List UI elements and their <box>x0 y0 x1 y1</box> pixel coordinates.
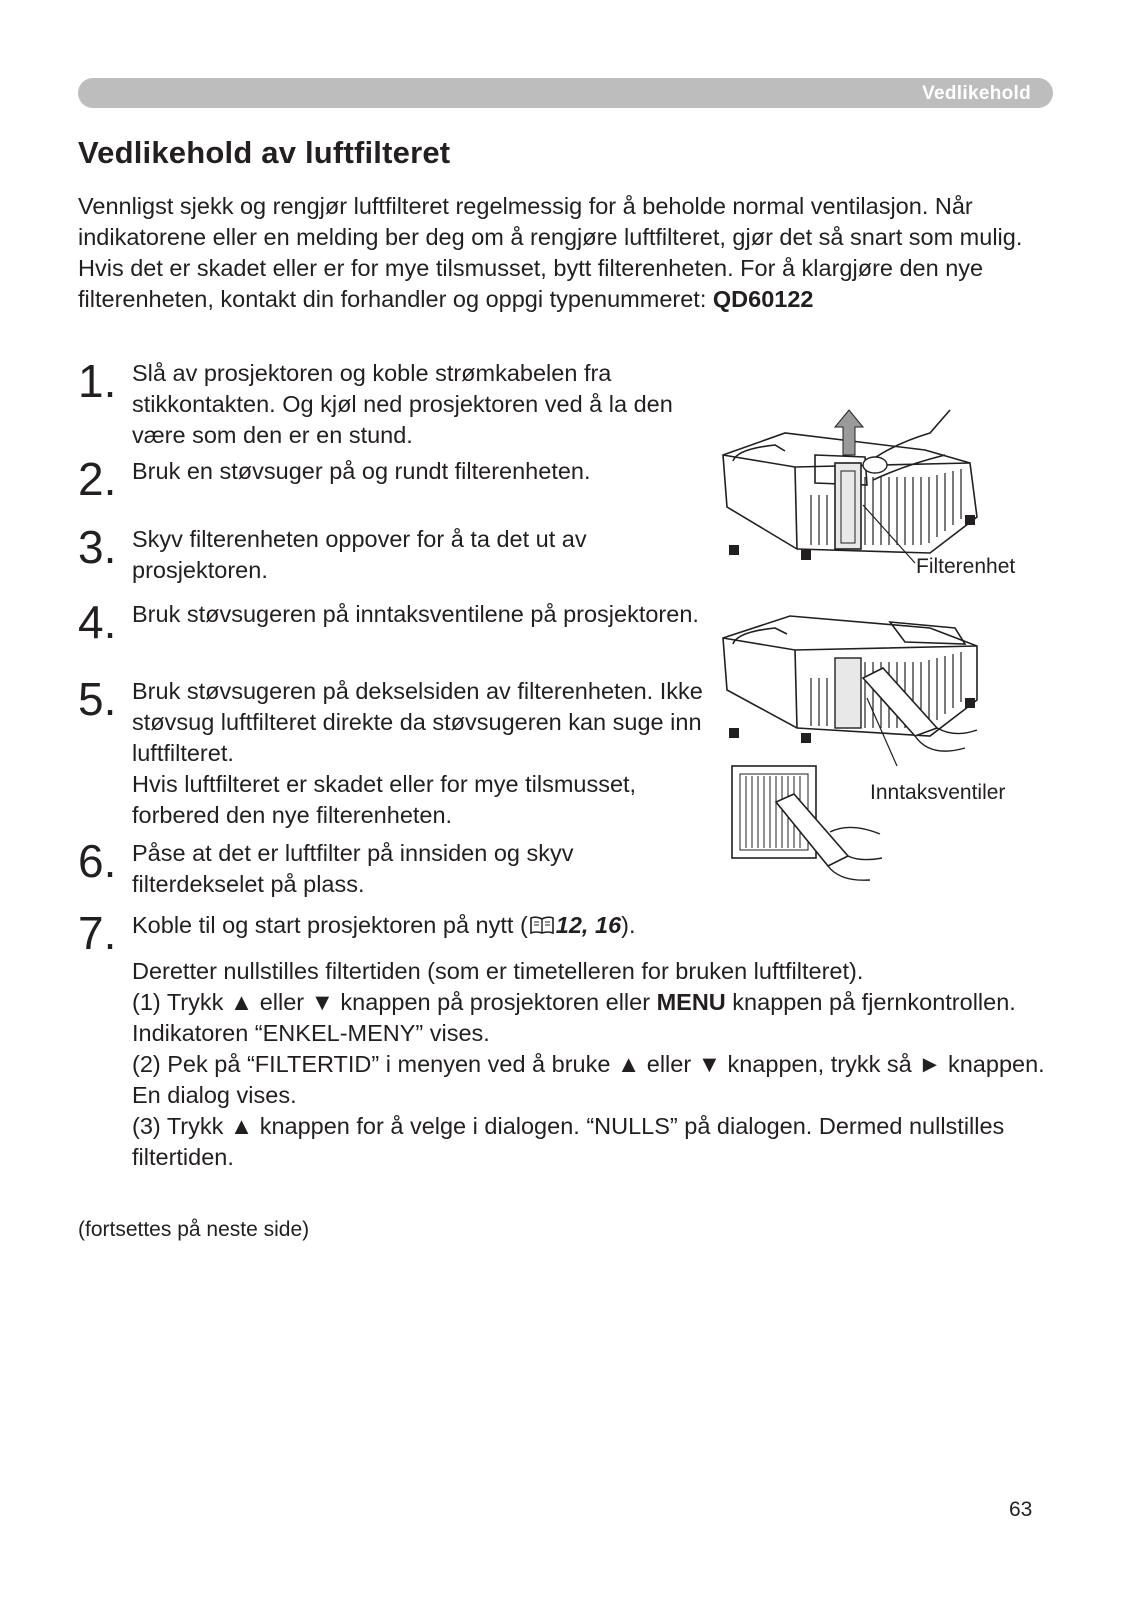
step-7-text: Koble til og start prosjektoren på nytt ( <box>132 912 528 938</box>
step-number: 7. <box>78 907 117 959</box>
menu-key-label: MENU <box>656 989 726 1015</box>
step-number: 6. <box>78 835 117 887</box>
filter-cover-vacuum-illustration <box>730 762 890 887</box>
intro-paragraph-1: Vennligst sjekk og rengjør luftfilteret regelmessig for å beholde normal ventilasjon. Når indikatorene eller en melding ber deg om å rengjøre luftfilteret, gjør det så snart som mulig. <box>78 193 1023 250</box>
section-label: Vedlikehold <box>922 83 1031 104</box>
step-number: 4. <box>78 596 117 648</box>
reset-step-1-text-end: knappen på fjernkontrollen. Indikatoren “ENKEL-MENY” vises. <box>132 989 1016 1046</box>
step-7-text-end: ). <box>621 912 636 938</box>
filter-unit-removal-illustration <box>715 405 985 565</box>
reset-step-1-text: (1) Trykk ▲ eller ▼ knappen på prosjektoren eller <box>132 989 657 1015</box>
continued-note: (fortsettes på neste side) <box>78 1218 310 1241</box>
page-reference-link[interactable]: 12, 16 <box>555 912 622 938</box>
caption-filter-unit: Filterenhet <box>916 555 1016 578</box>
step-7-main <box>132 910 1067 941</box>
step-number: 2. <box>78 453 117 505</box>
reset-step-1 <box>132 987 1067 1049</box>
step-number: 1. <box>78 355 117 407</box>
step-5-note: Hvis luftfilteret er skadet eller for mye tilsmusset, forbered den nye filterenheten. <box>132 771 637 828</box>
book-reference-icon <box>529 915 555 935</box>
intro-text <box>78 191 1063 315</box>
reset-step-2: (2) Pek på “FILTERTID” i menyen ved å bruke ▲ eller ▼ knappen, trykk så ► knappen. En dialog vises. <box>132 1051 1045 1108</box>
step-number: 3. <box>78 521 117 573</box>
caption-intake-vents: Inntaksventiler <box>870 781 1006 804</box>
page-title: Vedlikehold av luftfilteret <box>78 135 451 170</box>
step-text: Bruk en støvsuger på og rundt filterenheten. <box>132 458 591 484</box>
reset-step-3: (3) Trykk ▲ knappen for å velge i dialogen. “NULLS” på dialogen. Dermed nullstilles filtertiden. <box>132 1113 1005 1170</box>
page-number: 63 <box>1009 1498 1033 1521</box>
step-text: Skyv filterenheten oppover for å ta det ut av prosjektoren. <box>132 526 587 583</box>
section-header-bar <box>78 78 1053 108</box>
step-text <box>132 676 712 831</box>
step-text: Slå av prosjektoren og koble strømkabelen fra stikkontakten. Og kjøl ned prosjektoren ved å la den være som den er en stund. <box>132 360 673 448</box>
step-text <box>132 910 1067 1173</box>
step-text: Påse at det er luftfilter på innsiden og skyv filterdekselet på plass. <box>132 840 574 897</box>
intro-paragraph-2 <box>78 253 1063 315</box>
step-number: 5. <box>78 673 117 725</box>
step-5-text: Bruk støvsugeren på dekselsiden av filterenheten. Ikke støvsug luftfilteret direkte da støvsugeren kan suge inn luftfilteret. <box>132 678 703 766</box>
reset-intro: Deretter nullstilles filtertiden (som er timetelleren for bruken luftfilteret). <box>132 958 864 984</box>
step-text: Bruk støvsugeren på inntaksventilene på prosjektoren. <box>132 601 699 627</box>
intake-vents-illustration <box>715 598 985 768</box>
type-number: QD60122 <box>712 286 814 312</box>
intro-paragraph-2-text: Hvis det er skadet eller er for mye tilsmusset, bytt filterenheten. For å klargjøre den nye filterenheten, kontakt din forhandler og oppgi typenummeret: <box>78 255 984 312</box>
